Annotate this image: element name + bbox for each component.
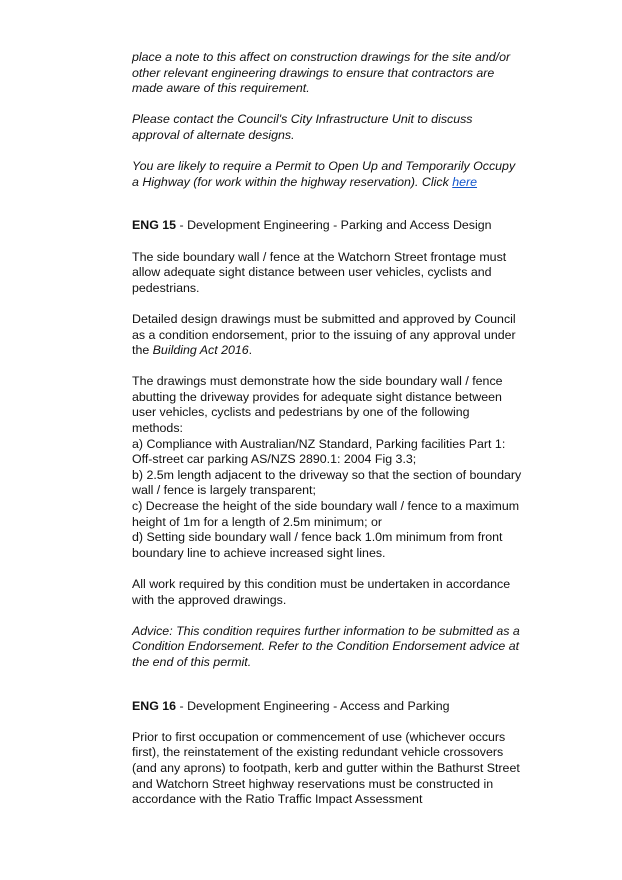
eng15-paragraph-2 (132, 312, 522, 359)
eng15-paragraph-2-text: Detailed design drawings must be submitted and approved by Council as a condition endorsement, prior to the issuing of any approval under the (132, 311, 516, 358)
eng15-paragraph-1: The side boundary wall / fence at the Watchorn Street frontage must allow adequate sight distance between user vehicles, cyclists and pedestrians. (132, 249, 507, 295)
eng15-methods-intro: The drawings must demonstrate how the side boundary wall / fence abutting the driveway provides for adequate sight distance between user vehicles, cyclists and pedestrians by one of the following methods: (132, 374, 503, 436)
eng15-paragraph-4: All work required by this condition must be undertaken in accordance with the approved drawings. (132, 577, 511, 607)
document-page (132, 50, 522, 823)
method-item-d: d) Setting side boundary wall / fence back 1.0m minimum from front boundary line to achieve increased sight lines. (132, 530, 503, 560)
eng15-methods-block (132, 374, 522, 561)
method-item-c: c) Decrease the height of the side boundary wall / fence to a maximum height of 1m for a length of 2.5m minimum; or (132, 499, 520, 529)
building-act-reference: Building Act 2016 (152, 343, 249, 358)
eng15-advice: Advice: This condition requires further information to be submitted as a Condition Endorsement. Refer to the Condition Endorsement advice at the end of this permit. (132, 623, 520, 669)
eng15-heading (132, 218, 522, 234)
eng15-paragraph-2-end: . (248, 343, 253, 358)
eng16-paragraph-1: Prior to first occupation or commencement of use (whichever occurs first), the reinstatement of the existing redundant vehicle crossovers (and any aprons) to footpath, kerb and gutter within the Bathurst Street and Watchorn Street highway reservations must be constructed in accordance with the Ratio Traffic Impact Assessment (132, 729, 520, 807)
method-item-a: a) Compliance with Australian/NZ Standard, Parking facilities Part 1: Off-street car parking AS/NZS 2890.1: 2004 Fig 3.3; (132, 436, 506, 467)
permit-link[interactable]: here (452, 174, 478, 189)
eng16-title: - Development Engineering - Access and Parking (176, 698, 450, 713)
intro-paragraph-2: Please contact the Council's City Infrastructure Unit to discuss approval of alternate designs. (132, 112, 473, 142)
permit-text: You are likely to require a Permit to Open Up and Temporarily Occupy a Highway (for work within the highway reservation). Click (132, 159, 516, 189)
intro-paragraph-3 (132, 159, 522, 190)
method-item-b: b) 2.5m length adjacent to the driveway so that the section of boundary wall / fence is largely transparent; (132, 467, 522, 498)
eng16-code: ENG 16 (132, 698, 177, 713)
eng15-code: ENG 15 (132, 218, 177, 233)
intro-paragraph-1: place a note to this affect on construction drawings for the site and/or other relevant engineering drawings to ensure that contractors are made aware of this requirement. (132, 50, 511, 96)
eng16-heading (132, 699, 522, 715)
eng15-title: - Development Engineering - Parking and Access Design (176, 218, 492, 233)
